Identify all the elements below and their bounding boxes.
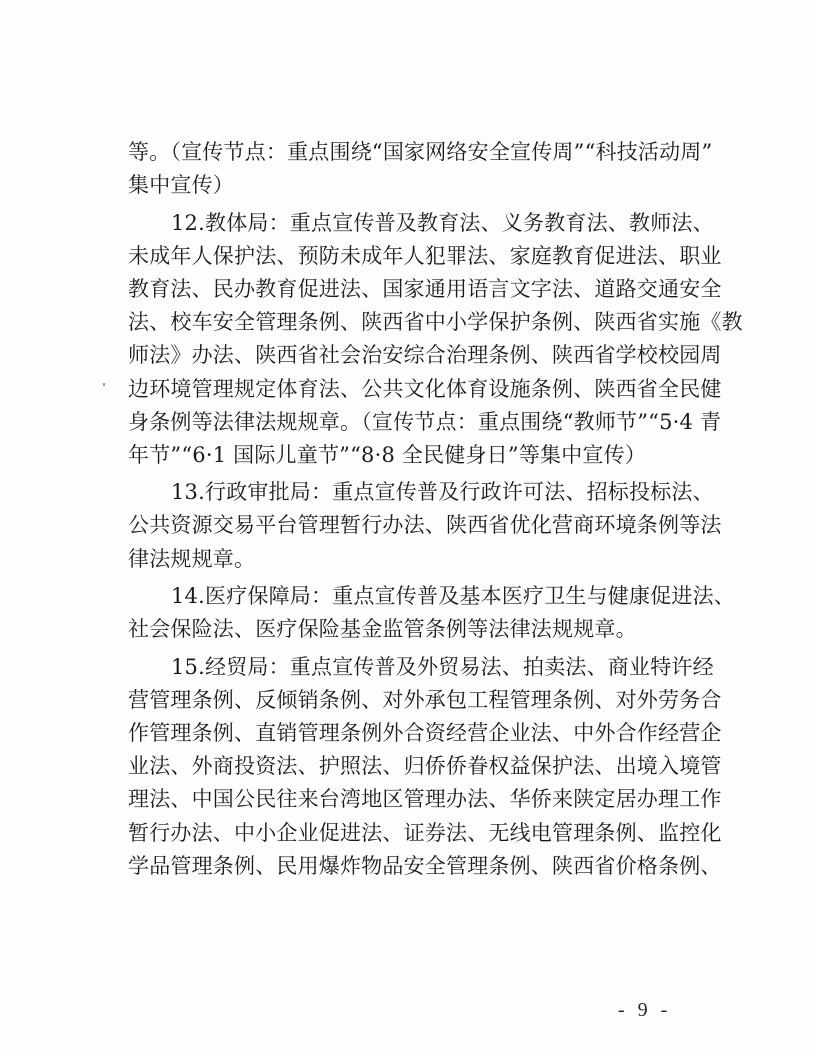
paragraph-heading-line-14: 14.医疗保障局：重点宣传普及基本医疗卫生与健康促进法、 (171, 584, 735, 608)
page-number: - 9 - (618, 999, 672, 1021)
scan-speck (103, 383, 105, 386)
text-line: 作管理条例、直销管理条例外合资经营企业法、中外合作经营企 (128, 720, 722, 745)
text-line: 年节”“6·1 国际儿童节”“8·8 全民健身日”等集中宣传） (128, 442, 647, 467)
text-line: 等。（宣传节点：重点围绕“国家网络安全宣传周”“科技活动周” (128, 140, 713, 164)
text-line: 营管理条例、反倾销条例、对外承包工程管理条例、对外劳务合 (128, 687, 722, 712)
text-line: 业法、外商投资法、护照法、归侨侨眷权益保护法、出境入境管 (128, 754, 722, 779)
text-line: 教育法、民办教育促进法、国家通用语言文字法、道路交通安全 (128, 276, 722, 301)
text-line: 边环境管理规定体育法、公共文化体育设施条例、陕西省全民健 (128, 376, 722, 401)
paragraph-heading-line-13: 13.行政审批局：重点宣传普及行政许可法、招标投标法、 (171, 480, 714, 505)
text-line: 学品管理条例、民用爆炸物品安全管理条例、陕西省价格条例、 (128, 853, 722, 878)
text-line: 法、校车安全管理条例、陕西省中小学保护条例、陕西省实施《教 (128, 310, 743, 335)
text-line: 身条例等法律法规规章。（宣传节点：重点围绕“教师节”“5·4 青 (128, 409, 722, 434)
text-line: 未成年人保护法、预防未成年人犯罪法、家庭教育促进法、职业 (128, 243, 722, 268)
paragraph-heading-line-15: 15.经贸局：重点宣传普及外贸易法、拍卖法、商业特许经 (171, 654, 714, 679)
document-body (128, 136, 743, 883)
text-line: 公共资源交易平台管理暂行办法、陕西省优化营商环境条例等法 (128, 513, 722, 538)
text-line: 集中宣传） (128, 173, 234, 198)
text-line: 师法》办法、陕西省社会治安综合治理条例、陕西省学校校园周 (128, 343, 722, 368)
text-line: 社会保险法、医疗保险基金监管条例等法律法规规章。 (128, 617, 637, 642)
text-line: 理法、中国公民往来台湾地区管理办法、华侨来陕定居办理工作 (128, 787, 722, 812)
paragraph-heading-line-12: 12.教体局：重点宣传普及教育法、义务教育法、教师法、 (171, 210, 714, 235)
text-line: 律法规规章。 (128, 546, 256, 571)
text-line: 暂行办法、中小企业促进法、证券法、无线电管理条例、监控化 (128, 820, 722, 845)
